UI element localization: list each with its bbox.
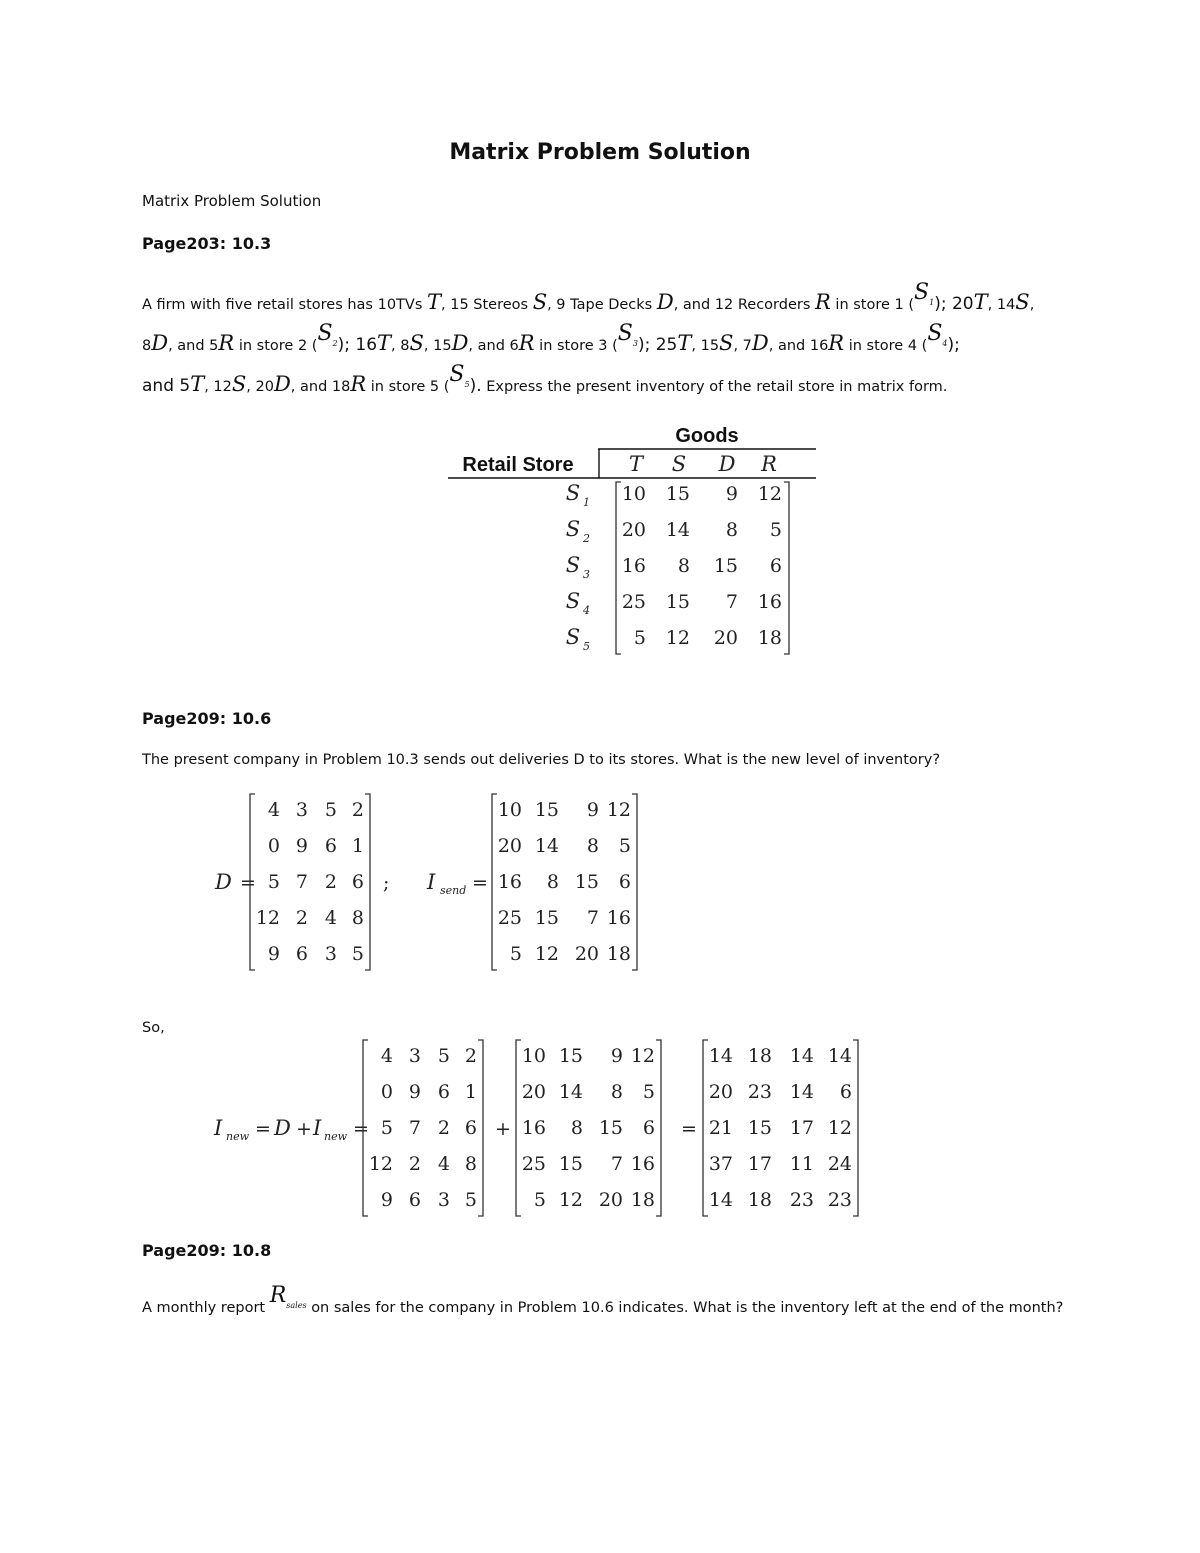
matrix-cell: 11 xyxy=(789,1153,814,1175)
table-cell: 18 xyxy=(757,627,782,649)
matrix-cell: 18 xyxy=(747,1189,772,1211)
right-bracket xyxy=(853,1040,858,1216)
matrix-cell: 23 xyxy=(747,1081,772,1103)
matrix-cell: 0 xyxy=(380,1081,393,1103)
matrix-cell: 14 xyxy=(789,1081,814,1103)
problem-10-3-line-3: and 5T, 12S, 20D, and 18R in store 5 $(S^5)$. Express the present inventory of the retail store in matrix form. xyxy=(142,362,948,396)
row-label-S: S xyxy=(565,481,581,505)
matrix-cell: 6 xyxy=(464,1117,477,1139)
inventory-table xyxy=(448,425,816,654)
table-cell: 15 xyxy=(713,555,738,577)
matrix-cell: 5 xyxy=(437,1045,450,1067)
row-label-S: S xyxy=(565,625,581,649)
matrix-cell: 5 xyxy=(267,871,280,893)
matrix-cell: 14 xyxy=(558,1081,583,1103)
matrix-cell: 5 xyxy=(351,943,364,965)
eq-D-label: D xyxy=(215,870,232,894)
matrix-cell: 15 xyxy=(558,1153,583,1175)
matrix-cell: 6 xyxy=(295,943,308,965)
matrix-cell: 21 xyxy=(708,1117,733,1139)
matrix-cell: 23 xyxy=(827,1189,852,1211)
matrix-cell: 14 xyxy=(708,1189,733,1211)
matrix-cell: 25 xyxy=(497,907,522,929)
matrix-cell: 15 xyxy=(574,871,599,893)
matrix-cell: 17 xyxy=(747,1153,772,1175)
sum-matrix-I xyxy=(516,1040,661,1216)
eq2-I-new-2-subscript: new xyxy=(324,1130,348,1143)
matrix-cell: 1 xyxy=(351,835,364,857)
eq-semicolon: ; xyxy=(383,872,390,894)
matrix-cell: 7 xyxy=(295,871,308,893)
left-bracket xyxy=(516,1040,521,1216)
table-cell: 16 xyxy=(621,555,646,577)
matrix-cell: 7 xyxy=(610,1153,623,1175)
matrix-cell: 5 xyxy=(464,1189,477,1211)
matrix-cell: 16 xyxy=(521,1117,546,1139)
eq-I-label: I xyxy=(427,870,436,894)
eq2-plus-2: + xyxy=(495,1118,511,1140)
matrix-cell: 5 xyxy=(380,1117,393,1139)
table-cell: 14 xyxy=(665,519,690,541)
matrix-cell: 6 xyxy=(351,871,364,893)
matrix-cell: 16 xyxy=(606,907,631,929)
problem-heading-10-8: Page209: 10.8 xyxy=(142,1241,272,1260)
row-label-subscript: 1 xyxy=(583,496,590,509)
matrix-cell: 9 xyxy=(267,943,280,965)
eq2-plus-1: + xyxy=(296,1118,312,1140)
problem-10-8-text: A monthly report $R^{sales}$ on sales for the company in Problem 10.6 indicates. What is the inventory left at the end of the month? xyxy=(142,1283,1064,1316)
problem-heading-10-3: Page203: 10.3 xyxy=(142,234,272,253)
table-right-bracket xyxy=(784,482,789,654)
goods-label: Goods xyxy=(675,425,739,447)
matrix-cell: 23 xyxy=(789,1189,814,1211)
table-cell: 15 xyxy=(665,591,690,613)
table-cell: 15 xyxy=(665,483,690,505)
table-cell: 12 xyxy=(665,627,690,649)
matrix-cell: 25 xyxy=(521,1153,546,1175)
eq-I-subscript: send xyxy=(440,884,467,897)
matrix-cell: 18 xyxy=(630,1189,655,1211)
matrix-cell: 12 xyxy=(606,799,631,821)
left-bracket xyxy=(703,1040,708,1216)
matrix-cell: 14 xyxy=(827,1045,852,1067)
document-subtitle: Matrix Problem Solution xyxy=(142,192,322,210)
right-bracket xyxy=(478,1040,483,1216)
matrix-cell: 5 xyxy=(324,799,337,821)
table-cell: 7 xyxy=(725,591,738,613)
eq2-D: D xyxy=(274,1116,291,1140)
matrix-cell: 1 xyxy=(464,1081,477,1103)
matrix-cell: 14 xyxy=(789,1045,814,1067)
row-label-subscript: 4 xyxy=(583,604,590,617)
row-label-S: S xyxy=(565,553,581,577)
matrix-cell: 20 xyxy=(598,1189,623,1211)
table-cell: 9 xyxy=(725,483,738,505)
matrix-cell: 9 xyxy=(380,1189,393,1211)
retail-store-label: Retail Store xyxy=(462,454,574,476)
matrix-cell: 20 xyxy=(574,943,599,965)
matrix-cell: 2 xyxy=(437,1117,450,1139)
table-cell: 8 xyxy=(677,555,690,577)
table-cell: 8 xyxy=(725,519,738,541)
matrix-cell: 7 xyxy=(586,907,599,929)
matrix-cell: 8 xyxy=(610,1081,623,1103)
matrix-cell: 14 xyxy=(534,835,559,857)
r-sales-symbol: R xyxy=(269,1283,287,1308)
table-cell: 10 xyxy=(621,483,646,505)
table-cell: 5 xyxy=(633,627,646,649)
matrix-cell: 8 xyxy=(586,835,599,857)
matrix-cell: 5 xyxy=(642,1081,655,1103)
problem-10-3-line-2: 8D, and 5R in store 2 $(S^2)$; 16T, 8S, 15D, and 6R in store 3 $(S^3)$; 25T, 15S, 7D, and 16R in store 4 $(S^4)$; xyxy=(142,321,960,355)
matrix-cell: 3 xyxy=(437,1189,450,1211)
matrix-cell: 37 xyxy=(708,1153,733,1175)
eq-equals: = xyxy=(240,872,256,894)
matrix-cell: 4 xyxy=(267,799,280,821)
matrix-cell: 3 xyxy=(408,1045,421,1067)
matrix-cell: 15 xyxy=(558,1045,583,1067)
matrix-cell: 8 xyxy=(546,871,559,893)
table-cell: 6 xyxy=(769,555,782,577)
matrix-cell: 20 xyxy=(497,835,522,857)
eq2-equals-1: = xyxy=(255,1118,271,1140)
eq2-I-new: I xyxy=(214,1116,223,1140)
so-label: So, xyxy=(142,1020,165,1036)
matrix-cell: 2 xyxy=(464,1045,477,1067)
table-cell: 25 xyxy=(621,591,646,613)
row-label-S: S xyxy=(565,589,581,613)
eq2-I-new-2: I xyxy=(313,1116,322,1140)
right-bracket xyxy=(632,794,637,970)
result-matrix-I-new xyxy=(703,1040,858,1216)
table-cell: 20 xyxy=(621,519,646,541)
matrix-cell: 6 xyxy=(618,871,631,893)
matrix-cell: 3 xyxy=(295,799,308,821)
problem-10-6-text: The present company in Problem 10.3 sends out deliveries D to its stores. What is the new level of inventory? xyxy=(142,752,941,768)
row-label-S: S xyxy=(565,517,581,541)
matrix-cell: 2 xyxy=(408,1153,421,1175)
matrix-cell: 12 xyxy=(827,1117,852,1139)
matrix-cell: 8 xyxy=(570,1117,583,1139)
matrix-cell: 20 xyxy=(521,1081,546,1103)
matrix-cell: 8 xyxy=(464,1153,477,1175)
matrix-cell: 15 xyxy=(747,1117,772,1139)
right-bracket xyxy=(656,1040,661,1216)
matrix-cell: 20 xyxy=(708,1081,733,1103)
right-bracket xyxy=(365,794,370,970)
table-cell: 20 xyxy=(713,627,738,649)
column-header-R: R xyxy=(761,452,777,476)
matrix-cell: 5 xyxy=(509,943,522,965)
row-label-subscript: 3 xyxy=(583,568,590,581)
matrix-cell: 16 xyxy=(497,871,522,893)
matrix-cell: 17 xyxy=(789,1117,814,1139)
table-cell: 12 xyxy=(757,483,782,505)
matrix-cell: 6 xyxy=(437,1081,450,1103)
row-label-subscript: 2 xyxy=(583,532,590,545)
matrix-cell: 9 xyxy=(295,835,308,857)
column-header-D: D xyxy=(718,452,736,476)
matrix-cell: 4 xyxy=(324,907,337,929)
sum-matrix-D xyxy=(363,1040,483,1216)
delivery-matrix-D xyxy=(250,794,370,970)
left-bracket xyxy=(492,794,497,970)
problem-10-3-line-1: A firm with five retail stores has 10TVs T, 15 Stereos S, 9 Tape Decks D, and 12 Recorders R in store 1 $(S^1)$; 20T, 14S, xyxy=(142,280,1035,314)
eq2-equals-2: = xyxy=(353,1118,369,1140)
row-label-subscript: 5 xyxy=(583,640,590,653)
matrix-cell: 6 xyxy=(642,1117,655,1139)
matrix-cell: 12 xyxy=(255,907,280,929)
matrix-cell: 6 xyxy=(839,1081,852,1103)
matrix-cell: 9 xyxy=(408,1081,421,1103)
table-cell: 16 xyxy=(757,591,782,613)
eq2-I-new-subscript: new xyxy=(226,1130,250,1143)
matrix-cell: 8 xyxy=(351,907,364,929)
table-cell: 5 xyxy=(769,519,782,541)
problem-heading-10-6: Page209: 10.6 xyxy=(142,709,272,728)
matrix-cell: 9 xyxy=(586,799,599,821)
matrix-cell: 2 xyxy=(351,799,364,821)
inventory-matrix-I-send xyxy=(492,794,637,970)
matrix-cell: 24 xyxy=(827,1153,852,1175)
matrix-cell: 15 xyxy=(534,907,559,929)
matrix-cell: 10 xyxy=(497,799,522,821)
table-left-bracket xyxy=(616,482,621,654)
matrix-cell: 7 xyxy=(408,1117,421,1139)
matrix-cell: 9 xyxy=(610,1045,623,1067)
matrix-cell: 15 xyxy=(534,799,559,821)
page-title: Matrix Problem Solution xyxy=(449,140,751,165)
matrix-cell: 12 xyxy=(534,943,559,965)
matrix-cell: 5 xyxy=(533,1189,546,1211)
matrix-cell: 0 xyxy=(267,835,280,857)
matrix-cell: 12 xyxy=(630,1045,655,1067)
eq2-equals-3: = xyxy=(681,1118,697,1140)
matrix-cell: 4 xyxy=(380,1045,393,1067)
matrix-cell: 18 xyxy=(747,1045,772,1067)
matrix-cell: 12 xyxy=(368,1153,393,1175)
matrix-cell: 6 xyxy=(408,1189,421,1211)
column-header-S: S xyxy=(671,452,687,476)
matrix-cell: 2 xyxy=(324,871,337,893)
matrix-cell: 2 xyxy=(295,907,308,929)
matrix-cell: 3 xyxy=(324,943,337,965)
matrix-cell: 16 xyxy=(630,1153,655,1175)
matrix-cell: 14 xyxy=(708,1045,733,1067)
column-header-T: T xyxy=(628,452,644,476)
matrix-cell: 12 xyxy=(558,1189,583,1211)
matrix-cell: 4 xyxy=(437,1153,450,1175)
matrix-cell: 10 xyxy=(521,1045,546,1067)
eq-equals-2: = xyxy=(472,872,488,894)
matrix-cell: 5 xyxy=(618,835,631,857)
matrix-cell: 6 xyxy=(324,835,337,857)
matrix-cell: 15 xyxy=(598,1117,623,1139)
matrix-cell: 18 xyxy=(606,943,631,965)
